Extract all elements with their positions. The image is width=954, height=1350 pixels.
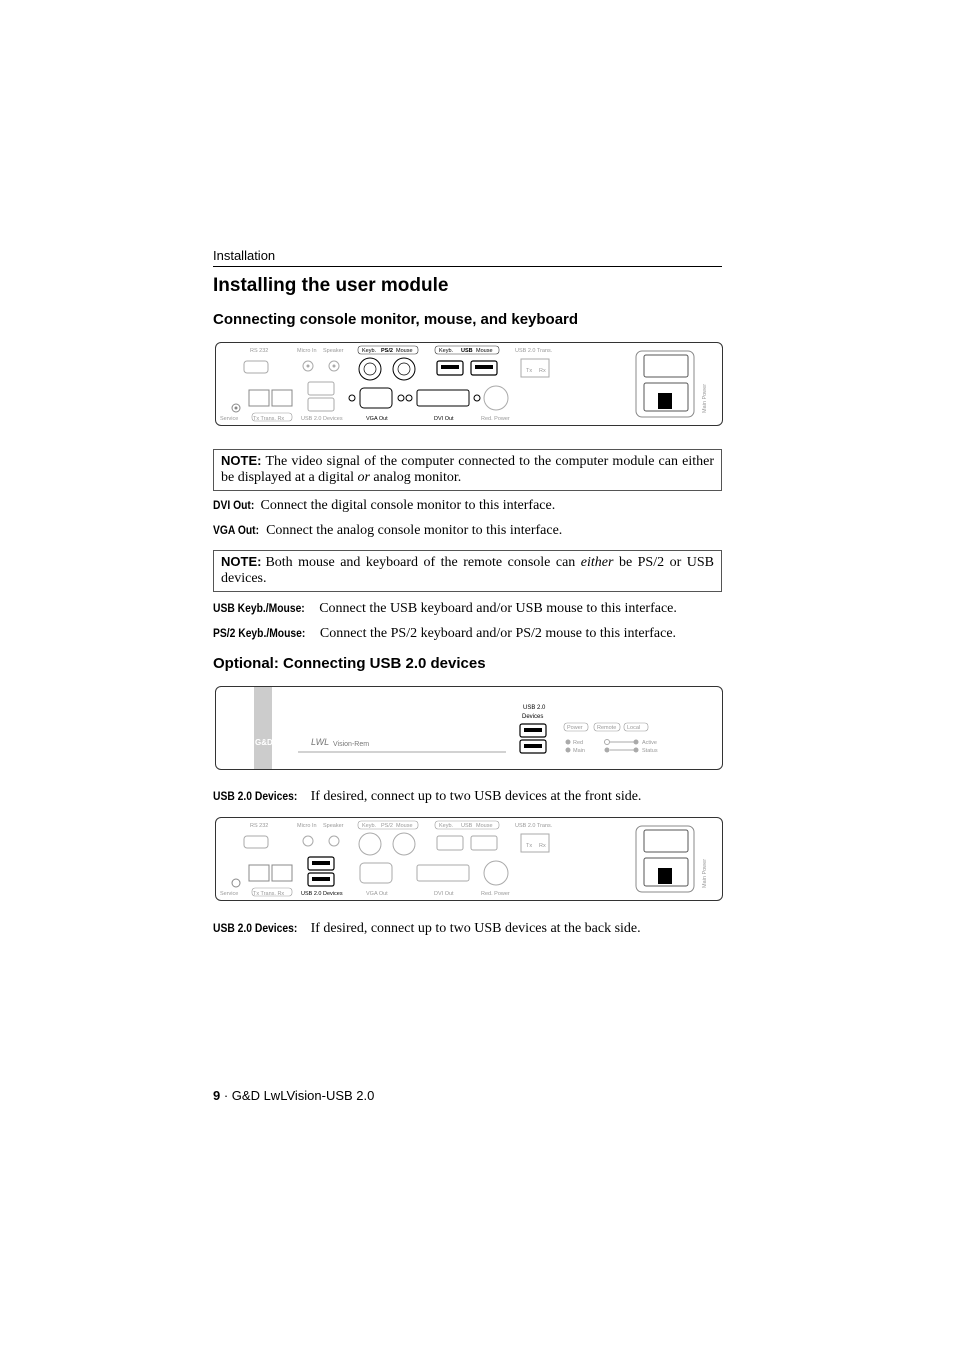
usb20-device-port-2-icon — [308, 398, 334, 411]
vga-port-icon — [360, 388, 392, 408]
front-panel-figure — [215, 686, 723, 770]
header-rule — [213, 266, 722, 267]
label-usb: USB — [461, 823, 473, 829]
brand-lwl: LWL — [311, 737, 330, 747]
fiber-tx-port-icon — [249, 390, 269, 406]
rear-panel-figure-2 — [215, 817, 723, 901]
usb-paragraph — [213, 600, 722, 617]
vga-term: VGA Out: — [213, 523, 260, 537]
note-mouse-keyboard — [213, 550, 722, 592]
ps2-mouse-port-icon — [393, 833, 415, 855]
label-usb: USB — [461, 348, 473, 354]
micro-in-jack-icon — [303, 836, 313, 846]
label-tx: Tx — [526, 368, 533, 374]
footer-separator: · — [220, 1088, 232, 1103]
usb-mouse-port-icon — [471, 836, 497, 850]
rear-panel-figure-1 — [215, 342, 723, 426]
back-usb-text: If desired, connect up to two USB devices at the back side. — [310, 921, 641, 936]
brand-vision: Vision-Rem — [333, 741, 370, 748]
label-main-power: Main Power — [702, 383, 708, 413]
dvi-term: DVI Out: — [213, 498, 255, 512]
front-usb-paragraph — [213, 788, 722, 805]
red-power-port-icon — [484, 861, 508, 885]
led-power-label: Power — [567, 725, 583, 731]
note-text-b: analog monitor. — [369, 470, 462, 485]
note-label: NOTE: — [221, 453, 262, 468]
label-tx-trans-rx: Tx Trans. Rx — [253, 416, 285, 422]
usb-text: Connect the USB keyboard and/or USB mouse to this interface. — [319, 601, 677, 616]
note-video-signal — [213, 449, 722, 491]
back-usb-term: USB 2.0 Devices: — [213, 921, 298, 935]
label-red-power: Red. Power — [481, 416, 510, 422]
dvi-port-icon — [417, 390, 469, 406]
label-service: Service — [220, 891, 239, 897]
usb20-device-port-1-icon — [308, 382, 334, 395]
label-micro-in: Micro In — [297, 348, 317, 354]
label-keyb-ps2: Keyb. — [362, 348, 377, 354]
label-dvi-out: DVI Out — [434, 416, 454, 422]
front-usb-term: USB 2.0 Devices: — [213, 789, 298, 803]
fiber-tx-port-icon — [249, 865, 269, 881]
label-keyb-usb: Keyb. — [439, 823, 454, 829]
vga-paragraph — [213, 522, 722, 539]
front-panel-diagram — [216, 687, 722, 769]
label-usb20-trans: USB 2.0 Trans. — [515, 348, 553, 354]
label-usb20-devices: USB 2.0 Devices — [301, 416, 343, 422]
page-number: 9 — [213, 1088, 221, 1103]
vga-port-icon — [360, 863, 392, 883]
rs232-port-icon — [244, 361, 268, 373]
rear-panel-diagram-usb — [216, 818, 722, 900]
label-micro-in: Micro In — [297, 823, 317, 829]
led-red-label: Red — [573, 740, 584, 746]
section-heading-console: Connecting console monitor, mouse, and keyboard — [213, 311, 579, 328]
label-usb20-devices: USB 2.0 Devices — [301, 891, 343, 897]
led-main-label: Main — [573, 748, 585, 754]
label-main-power: Main Power — [702, 858, 708, 888]
rear-panel-diagram — [216, 343, 722, 425]
led-remote-label: Remote — [597, 725, 617, 731]
footer-title: G&D LwLVision-USB 2.0 — [231, 1088, 375, 1103]
label-service: Service — [220, 416, 239, 422]
label-tx-trans-rx: Tx Trans. Rx — [253, 891, 285, 897]
led-local-label: Local — [627, 725, 641, 731]
note-text-em: either — [580, 555, 614, 570]
ps2-text: Connect the PS/2 keyboard and/or PS/2 mouse to this interface. — [319, 626, 677, 641]
gd-logo-text: G&D — [255, 738, 273, 747]
label-keyb-ps2: Keyb. — [362, 823, 377, 829]
note-text-a: Both mouse and keyboard of the remote console can — [265, 555, 581, 570]
led-main-icon — [566, 748, 571, 753]
label-speaker: Speaker — [323, 348, 344, 354]
front-usb-label-1: USB 2.0 — [523, 705, 546, 711]
fiber-rx-port-icon — [272, 865, 292, 881]
note-label: NOTE: — [221, 554, 262, 569]
label-rs232: RS 232 — [250, 823, 269, 829]
led-active-label: Active — [642, 740, 657, 746]
note-text-a: The video signal of the computer connected to the computer module can either be displayed at a digital — [221, 454, 714, 485]
front-usb-label-2: Devices — [522, 714, 544, 720]
ps2-keyboard-port-icon — [359, 358, 381, 380]
usb-term: USB Keyb./Mouse: — [213, 601, 305, 615]
label-mouse-usb: Mouse — [476, 348, 493, 354]
label-rx: Rx — [539, 843, 546, 849]
rs232-port-icon — [244, 836, 268, 848]
label-rs232: RS 232 — [250, 348, 269, 354]
label-keyb-usb: Keyb. — [439, 348, 454, 354]
label-mouse-usb: Mouse — [476, 823, 493, 829]
dvi-paragraph — [213, 497, 722, 514]
dvi-port-icon — [417, 865, 469, 881]
section-heading-usb: Optional: Connecting USB 2.0 devices — [213, 655, 486, 672]
led-status-label: Status — [642, 748, 658, 754]
label-vga-out: VGA Out — [366, 416, 388, 422]
speaker-jack-icon — [329, 836, 339, 846]
fiber-rx-port-icon — [272, 390, 292, 406]
label-mouse-ps2: Mouse — [396, 823, 413, 829]
led-active-icon — [634, 740, 639, 745]
ps2-mouse-port-icon — [393, 358, 415, 380]
running-header: Installation — [213, 248, 276, 263]
label-rx: Rx — [539, 368, 546, 374]
label-red-power: Red. Power — [481, 891, 510, 897]
label-mouse-ps2: Mouse — [396, 348, 413, 354]
label-vga-out: VGA Out — [366, 891, 388, 897]
label-ps2: PS/2 — [381, 823, 393, 829]
label-tx: Tx — [526, 843, 533, 849]
ps2-paragraph — [213, 625, 722, 642]
led-status-icon — [634, 748, 639, 753]
page-footer — [213, 1088, 374, 1103]
front-usb-text: If desired, connect up to two USB devices at the front side. — [310, 789, 642, 804]
back-usb-paragraph — [213, 920, 722, 937]
note-text-b: be PS/2 or USB devices. — [221, 555, 714, 586]
led-red-icon — [566, 740, 571, 745]
note-text-em: or — [357, 470, 370, 485]
usb-keyboard-port-icon — [437, 836, 463, 850]
service-button-icon — [232, 879, 240, 887]
label-usb20-trans: USB 2.0 Trans. — [515, 823, 553, 829]
front-logo-strip — [254, 687, 272, 769]
label-speaker: Speaker — [323, 823, 344, 829]
vga-text: Connect the analog console monitor to this interface. — [266, 523, 563, 538]
label-dvi-out: DVI Out — [434, 891, 454, 897]
dvi-text: Connect the digital console monitor to this interface. — [260, 498, 556, 513]
ps2-keyboard-port-icon — [359, 833, 381, 855]
page-title: Installing the user module — [213, 275, 449, 296]
red-power-port-icon — [484, 386, 508, 410]
label-ps2: PS/2 — [381, 348, 393, 354]
ps2-term: PS/2 Keyb./Mouse: — [213, 626, 306, 640]
